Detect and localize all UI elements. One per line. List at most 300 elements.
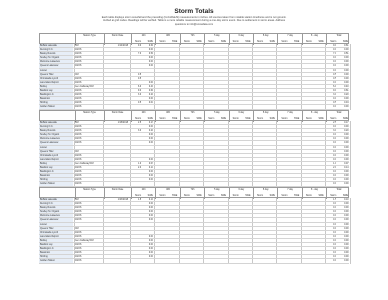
storm-date-cell <box>103 182 128 186</box>
swe-24h-cell: 0.00 <box>148 49 154 52</box>
column-sub-label: SWE <box>147 194 153 197</box>
column-sub-label: Storm <box>208 117 215 120</box>
swe-24h-cell <box>142 182 153 186</box>
total-storm-cell: 0.0 <box>333 106 337 109</box>
column-sub-label: Storm <box>232 40 239 43</box>
storm-date-label: Storm Date <box>111 35 124 37</box>
column-group-label: 24h <box>141 189 146 191</box>
column-sub-label: Storm <box>183 117 190 120</box>
total-swe-cell: 0.00 <box>344 57 349 60</box>
column-divider <box>350 121 351 187</box>
total-swe-cell: 0.20 <box>344 94 349 97</box>
swe-24h-cell: 0.00 <box>148 65 154 68</box>
total-swe-cell: 0.00 <box>344 171 349 174</box>
total-swe-cell: 0.00 <box>344 158 349 161</box>
storm-24h-cell: 3.0 <box>137 130 142 133</box>
total-storm-cell: 0.5 <box>333 102 337 105</box>
column-sub-label: Storm <box>183 194 190 197</box>
station-name-cell: Bodley <box>40 239 48 242</box>
swe-24h-cell: 0.00 <box>148 142 154 145</box>
swe-24h-cell: 0.07 <box>148 162 154 165</box>
column-group-label: 5 day <box>214 189 220 191</box>
station-name-cell: Bodley <box>40 85 48 88</box>
total-storm-cell: 3.0 <box>333 130 337 133</box>
column-sub-label: Storm <box>305 194 312 197</box>
column-sub-label: SWE <box>172 40 178 43</box>
column-group-label: 5 day <box>262 35 269 37</box>
station-name-cell: Snelley St. Orgaint <box>40 57 60 60</box>
station-name-cell: Losner <box>40 69 48 72</box>
swe-24h-cell: 0.00 <box>148 207 154 210</box>
column-group-label: Total <box>336 35 342 37</box>
total-swe-cell: 0.00 <box>344 227 349 230</box>
storm-24h-cell: 6.0 <box>137 85 142 88</box>
column-sub-label: Storm <box>183 40 190 43</box>
total-swe-cell: 0.17 <box>344 122 349 124</box>
total-storm-cell: 0.0 <box>333 239 337 242</box>
station-type-cell: ASOS <box>75 244 82 247</box>
station-type-cell: ASOS <box>75 65 82 68</box>
column-group-label: 6 day <box>238 35 245 37</box>
column-sub-label: Storm <box>135 194 142 197</box>
station-type-cell: ASOS <box>75 138 82 141</box>
storm-24h-cell: 9.0 <box>137 45 142 47</box>
station-type-cell: ASOS <box>75 142 82 145</box>
total-swe-cell: 0.00 <box>344 203 349 206</box>
column-divider <box>350 198 351 264</box>
total-storm-cell: 0.0 <box>333 207 337 210</box>
column-sub-label: SWE <box>269 40 275 43</box>
station-name-cell: Derning N.C. <box>40 49 54 52</box>
total-swe-cell: 0.00 <box>344 260 349 263</box>
column-group-label: 8 - day <box>310 189 318 191</box>
total-swe-cell: 0.00 <box>344 219 349 222</box>
station-name-cell: Lara Island Airport <box>40 81 59 84</box>
station-name-cell: Bassinton <box>40 252 51 255</box>
station-type-cell: ASOS <box>75 248 82 251</box>
station-name-cell: Chimstadle Lynch <box>40 77 59 80</box>
station-name-cell: Losner <box>40 146 48 149</box>
swe-24h-cell: 0.00 <box>148 138 154 141</box>
column-group-label: 72h <box>190 189 195 191</box>
swe-24h-cell: 0.10 <box>148 199 154 201</box>
total-swe-cell: 0.40 <box>344 85 349 88</box>
column-sub-label: SWE <box>342 194 349 197</box>
column-group-label: 72h <box>190 35 195 37</box>
station-type-cell: CM <box>75 199 79 201</box>
swe-24h-cell: 0.61 <box>148 45 154 47</box>
station-type-cell: ASOS <box>75 61 82 64</box>
station-type-cell: CM <box>75 227 79 230</box>
total-swe-cell: 0.00 <box>344 231 349 234</box>
total-storm-cell: 7.0 <box>333 53 337 56</box>
storm-table <box>39 110 349 187</box>
station-type-cell: ASOS <box>75 154 82 157</box>
table-body <box>39 44 349 110</box>
swe-24h-cell: 0.00 <box>148 256 154 259</box>
column-group-label: Total <box>336 189 342 191</box>
station-name-cell: Queens Lakeview <box>40 219 59 222</box>
storm-24h-cell <box>130 259 141 263</box>
station-name-cell: Queens Lakeview <box>40 65 59 68</box>
total-storm-cell: 0.0 <box>333 235 337 238</box>
column-sub-label: Storm <box>305 117 312 120</box>
column-group-label: 48h <box>166 189 170 191</box>
column-sub-label: SWE <box>318 194 324 197</box>
column-sub-label: Storm <box>232 117 239 120</box>
total-storm-cell: 0.0 <box>333 183 337 186</box>
swe-24h-cell: 0.00 <box>148 203 154 206</box>
storm-24h-cell: 0.5 <box>137 73 142 76</box>
table-header <box>39 110 349 121</box>
total-swe-cell: 0.00 <box>344 207 349 210</box>
total-swe-cell: 0.00 <box>344 256 349 259</box>
total-swe-cell: 0.00 <box>344 81 349 84</box>
total-storm-cell: 0.0 <box>333 134 337 137</box>
column-group-label: 7 day <box>287 112 293 114</box>
station-type-cell: ASOS <box>75 102 82 105</box>
station-name-cell: Lara Island Airport <box>40 158 59 161</box>
page-description: Each table displays storm snowfall and the preceding (CoCoRaHS) measurements in inches. All sources taken from notable station timeframe and is not ground-truthed at grid nodes. Readings will be verified. Table is a more reliable measurement during a one-day storm event. Due to settlement in storm areas. Address questions to info@snowdata.com <box>101 16 287 26</box>
swe-24h-cell: 0.00 <box>148 81 154 84</box>
column-sub-label: SWE <box>196 40 202 43</box>
column-sub-label: Storm <box>330 194 337 197</box>
storm-24h-cell: 2.0 <box>137 167 142 170</box>
station-type-label: Station Type <box>83 112 96 114</box>
total-storm-cell: 0.0 <box>333 81 337 84</box>
column-sub-label: Storm <box>281 40 288 43</box>
station-name-cell: Basilton Lay <box>40 90 53 93</box>
station-name-cell: Basilton Lay <box>40 167 53 170</box>
table-row <box>39 182 349 186</box>
storm-24h-cell: 0.5 <box>137 77 142 80</box>
swe-24h-cell: 0.00 <box>148 57 154 60</box>
storm-24h-cell: 3.0 <box>137 94 142 97</box>
station-name-cell: Shirling <box>40 102 48 105</box>
total-storm-cell: 1.5 <box>333 199 337 201</box>
column-sub-label: SWE <box>220 194 227 197</box>
station-name-cell: Buffalo Lakeside <box>40 122 57 124</box>
total-storm-cell: 0.0 <box>333 252 337 255</box>
station-name-cell: Buffalo Lakeside <box>40 199 57 201</box>
total-storm-cell: 0.0 <box>333 231 337 234</box>
column-sub-label: SWE <box>245 40 251 43</box>
column-group-label: 5 day <box>262 112 269 114</box>
table-header <box>39 187 349 198</box>
station-name-cell: Losner <box>40 223 48 226</box>
station-type-cell: ASOS <box>75 167 82 170</box>
total-storm-cell: 0.0 <box>333 171 337 174</box>
total-storm-cell: 0.0 <box>333 248 337 251</box>
total-swe-cell: 0.10 <box>344 199 349 201</box>
column-group-label: 7 day <box>287 35 293 37</box>
storm-date-cell: 1/18/2018 <box>117 122 128 124</box>
station-type-label: Station Type <box>83 35 96 37</box>
column-sub-label: Storm <box>281 194 288 197</box>
column-group-label: 48h <box>166 35 170 37</box>
station-type-cell: ASOS <box>75 252 82 255</box>
station-name-cell: Queens Tiller <box>40 73 54 76</box>
total-storm-cell: 2.5 <box>333 122 337 124</box>
total-swe-cell: 0.00 <box>344 49 349 52</box>
swe-24h-cell: 0.00 <box>148 61 154 64</box>
station-type-cell: ASOS <box>75 256 82 259</box>
total-storm-cell: 0.0 <box>333 244 337 247</box>
station-name-cell: Golden Tallest <box>40 260 55 263</box>
station-type-cell: CM <box>75 45 79 47</box>
storm-24h-cell: 2.5 <box>137 122 142 124</box>
storm-date-cell <box>103 259 128 263</box>
swe-24h-cell <box>142 259 153 263</box>
total-storm-cell: 0.0 <box>333 142 337 145</box>
station-name-cell: Basilington C. <box>40 94 55 97</box>
column-sub-label: Storm <box>159 194 166 197</box>
station-name-cell: Queens Tiller <box>40 227 54 230</box>
station-type-cell: ASOS <box>75 126 82 129</box>
storm-24h-cell: 1.0 <box>137 162 142 165</box>
total-swe-cell: 0.00 <box>344 150 349 153</box>
station-type-cell: ASOS <box>75 211 82 214</box>
column-sub-label: Storm <box>305 40 312 43</box>
swe-24h-cell: 0.00 <box>148 252 154 255</box>
column-sub-label: Storm <box>281 117 288 120</box>
total-swe-cell: 0.00 <box>344 138 349 141</box>
swe-24h-cell: 0.14 <box>148 167 154 170</box>
column-sub-label: SWE <box>147 40 153 43</box>
page-title: Storm Totals <box>174 8 214 15</box>
column-divider <box>350 44 351 110</box>
station-name-cell: Basilton Lay <box>40 244 53 247</box>
swe-24h-cell: 0.20 <box>148 94 154 97</box>
column-sub-label: SWE <box>318 40 324 43</box>
total-storm-cell: 0.0 <box>333 126 337 129</box>
total-storm-cell: 9.0 <box>333 90 337 93</box>
station-type-cell: ASOS <box>75 215 82 218</box>
station-name-cell: Shirling <box>40 179 48 182</box>
swe-24h-cell: 0.00 <box>148 175 154 178</box>
total-swe-cell: 0.00 <box>344 134 349 137</box>
station-name-cell: Basley Rounds <box>40 130 56 133</box>
total-storm-cell: 0.0 <box>333 219 337 222</box>
storm-24h-cell: 7.0 <box>137 53 142 56</box>
station-name-cell: Welcome Lakeview <box>40 215 60 218</box>
column-sub-label: Storm <box>330 117 337 120</box>
station-type-cell: ASOS <box>75 179 82 182</box>
column-group-label: 7 day <box>287 189 293 191</box>
total-swe-cell: 0.00 <box>344 248 349 251</box>
column-group-label: Total <box>336 112 342 114</box>
station-type-cell: Gen Calloway/CM <box>75 85 94 88</box>
total-storm-cell: 0.0 <box>333 260 337 263</box>
total-swe-cell: 0.00 <box>344 252 349 255</box>
total-storm-cell: 0.0 <box>333 158 337 161</box>
storm-24h-cell <box>130 182 141 186</box>
total-swe-cell: 0.00 <box>344 175 349 178</box>
column-sub-label: SWE <box>196 117 202 120</box>
total-swe-cell: 0.00 <box>344 154 349 157</box>
total-swe-cell: 0.00 <box>344 223 349 226</box>
station-type-cell: ASOS <box>75 231 82 234</box>
column-sub-label: SWE <box>342 117 349 120</box>
total-storm-cell: 0.0 <box>333 49 337 52</box>
storm-24h-cell <box>130 105 141 109</box>
table-body <box>39 198 349 264</box>
station-type-cell: CM <box>75 122 79 124</box>
total-swe-cell: 0.00 <box>344 146 349 149</box>
column-group-label: 5 day <box>214 35 220 37</box>
station-type-cell: ASOS <box>75 260 82 263</box>
swe-24h-cell: 0.00 <box>148 235 154 238</box>
total-swe-cell: 0.00 <box>344 183 349 186</box>
total-storm-cell: 0.0 <box>333 65 337 68</box>
station-name-cell: Bodley <box>40 162 48 165</box>
station-type-cell: ASOS <box>75 53 82 56</box>
station-type-cell: ASOS <box>75 81 82 84</box>
swe-24h-cell: 0.00 <box>148 219 154 222</box>
total-swe-cell: 0.00 <box>344 77 349 80</box>
swe-24h-cell: 0.00 <box>148 98 154 101</box>
storm-date-cell <box>103 105 128 109</box>
total-swe-cell: 0.04 <box>344 102 349 105</box>
swe-24h-cell: 0.00 <box>148 239 154 242</box>
station-name-cell: Basilington C. <box>40 248 55 251</box>
total-storm-cell: 0.0 <box>333 215 337 218</box>
station-name-cell: Basley Rounds <box>40 53 56 56</box>
station-name-cell: Queens Lakeview <box>40 142 59 145</box>
station-name-cell: Chimstadle Lynch <box>40 154 59 157</box>
total-storm-cell: 0.0 <box>333 98 337 101</box>
table-body <box>39 121 349 187</box>
station-name-cell: Welcome Lakeview <box>40 138 60 141</box>
total-swe-cell: 0.00 <box>344 142 349 145</box>
swe-24h-cell: 0.00 <box>148 211 154 214</box>
station-type-cell: ASOS <box>75 158 82 161</box>
swe-24h-cell: 0.04 <box>148 102 154 105</box>
total-storm-cell: 0.0 <box>333 69 337 72</box>
column-sub-label: Storm <box>330 40 337 43</box>
total-swe-cell: 0.61 <box>344 90 349 93</box>
column-sub-label: SWE <box>318 117 324 120</box>
column-sub-label: Storm <box>159 40 166 43</box>
column-group-label: 48h <box>166 112 170 114</box>
column-group-label: 6 day <box>238 112 245 114</box>
station-name-cell: Golden Tallest <box>40 183 55 186</box>
column-sub-label: SWE <box>147 117 153 120</box>
column-sub-label: SWE <box>172 117 178 120</box>
total-swe-cell: 0.20 <box>344 130 349 133</box>
table-header <box>39 33 349 44</box>
swe-24h-cell: 0.00 <box>148 134 154 137</box>
column-group-label: 8 - day <box>310 35 318 37</box>
station-type-cell: ASOS <box>75 90 82 93</box>
swe-24h-cell: 0.00 <box>148 215 154 218</box>
station-name-cell: Basley Rounds <box>40 207 56 210</box>
station-type-cell: ASOS <box>75 171 82 174</box>
total-storm-cell: 0.0 <box>333 203 337 206</box>
total-storm-cell: 0.0 <box>333 179 337 182</box>
total-swe-cell: 0.00 <box>344 239 349 242</box>
station-name-cell: Bassinton <box>40 98 51 101</box>
station-type-cell: ASOS <box>75 219 82 222</box>
column-group-label: 24h <box>141 112 146 114</box>
column-sub-label: Storm <box>159 117 166 120</box>
column-sub-label: Storm <box>257 117 264 120</box>
total-storm-cell: 0.0 <box>333 223 337 226</box>
column-group-label: 6 day <box>238 189 245 191</box>
total-storm-cell: 0.0 <box>333 211 337 214</box>
column-sub-label: SWE <box>269 194 275 197</box>
station-type-cell: CM <box>75 73 79 76</box>
column-sub-label: Storm <box>257 40 264 43</box>
station-type-cell: ASOS <box>75 94 82 97</box>
total-swe-cell: 0.51 <box>344 53 349 56</box>
column-group-label: 72h <box>190 112 195 114</box>
total-swe-cell: 0.00 <box>344 106 349 109</box>
swe-24h-cell: 0.40 <box>148 85 154 88</box>
column-group-label: 5 day <box>262 189 269 191</box>
column-group-label: 8 - day <box>310 112 318 114</box>
storm-24h-cell: 9.0 <box>137 90 142 93</box>
total-storm-cell: 9.0 <box>333 45 337 47</box>
station-name-cell: Queens Tiller <box>40 150 54 153</box>
column-group-label: 24h <box>141 35 146 37</box>
total-storm-cell: 0.0 <box>333 57 337 60</box>
column-sub-label: SWE <box>220 40 227 43</box>
swe-24h-cell <box>142 105 153 109</box>
station-type-cell: ASOS <box>75 49 82 52</box>
swe-24h-cell: 0.00 <box>148 244 154 247</box>
column-sub-label: SWE <box>196 194 202 197</box>
column-sub-label: Storm <box>257 194 264 197</box>
station-type-cell: ASOS <box>75 175 82 178</box>
column-sub-label: SWE <box>294 40 300 43</box>
column-sub-label: SWE <box>172 194 178 197</box>
total-swe-cell: 0.00 <box>344 211 349 214</box>
column-sub-label: Storm <box>135 40 142 43</box>
total-storm-cell: 6.0 <box>333 85 337 88</box>
column-group-label: 5 day <box>214 112 220 114</box>
total-swe-cell: 0.14 <box>344 167 349 170</box>
storm-24h-cell: 0.5 <box>137 102 142 105</box>
total-swe-cell: 0.07 <box>344 162 349 165</box>
total-storm-cell: 0.0 <box>333 146 337 149</box>
total-swe-cell: 0.61 <box>344 45 349 47</box>
total-storm-cell: 0.0 <box>333 154 337 157</box>
total-storm-cell: 0.0 <box>333 175 337 178</box>
station-type-cell: ASOS <box>75 106 82 109</box>
station-type-cell: ASOS <box>75 134 82 137</box>
storm-table <box>39 187 349 264</box>
swe-24h-cell: 0.51 <box>148 53 154 56</box>
swe-24h-cell: 0.00 <box>148 171 154 174</box>
column-sub-label: SWE <box>294 117 300 120</box>
table-row <box>39 259 349 263</box>
swe-24h-cell: 0.61 <box>148 90 154 93</box>
station-name-cell: Buffalo Lakeside <box>40 45 57 47</box>
storm-date-label: Storm Date <box>111 112 124 114</box>
total-swe-cell: 0.00 <box>344 61 349 64</box>
swe-24h-cell: 0.00 <box>148 179 154 182</box>
total-swe-cell: 0.00 <box>344 235 349 238</box>
total-swe-cell: 0.00 <box>344 69 349 72</box>
column-sub-label: SWE <box>245 117 251 120</box>
total-storm-cell: 0.5 <box>333 77 337 80</box>
station-type-cell: Gen Calloway/CM <box>75 162 94 165</box>
total-swe-cell: 0.00 <box>344 98 349 101</box>
station-type-cell: ASOS <box>75 235 82 238</box>
column-sub-label: Storm <box>135 117 142 120</box>
station-type-cell: ASOS <box>75 57 82 60</box>
